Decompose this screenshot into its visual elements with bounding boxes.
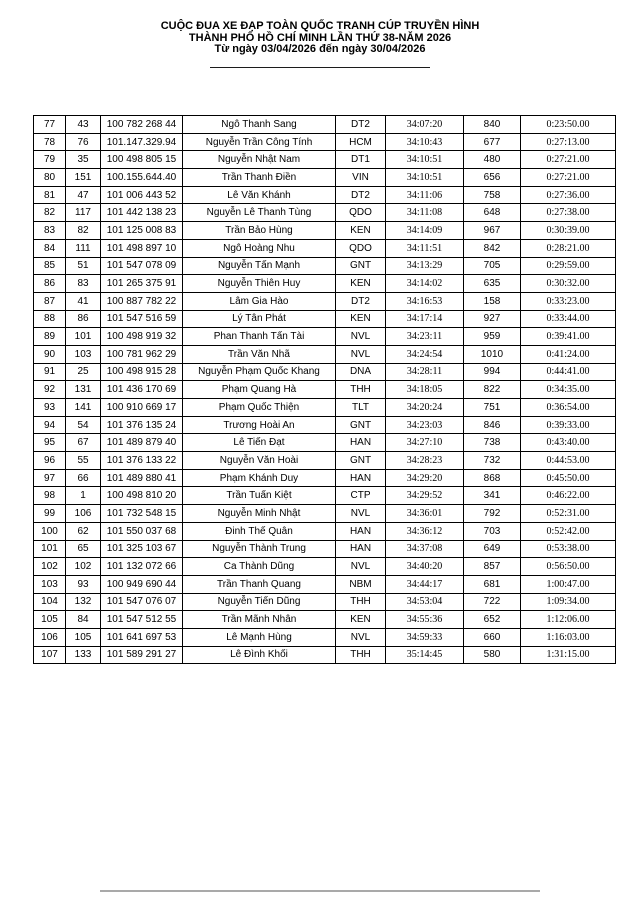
cell-gap: 0:23:50.00	[521, 116, 616, 134]
cell-points: 656	[464, 169, 521, 187]
cell-team: DT2	[336, 186, 386, 204]
cell-uci_id: 101 376 133 22	[101, 452, 183, 470]
cell-time: 34:07:20	[386, 116, 464, 134]
cell-gap: 0:33:23.00	[521, 292, 616, 310]
cell-team: THH	[336, 593, 386, 611]
table-row	[34, 646, 616, 664]
cell-bib: 105	[66, 628, 101, 646]
cell-bib: 102	[66, 558, 101, 576]
cell-time: 34:44:17	[386, 575, 464, 593]
cell-rank: 80	[34, 169, 66, 187]
cell-points: 635	[464, 275, 521, 293]
cell-bib: 67	[66, 434, 101, 452]
table-row	[34, 169, 616, 187]
cell-rank: 86	[34, 275, 66, 293]
cell-gap: 1:00:47.00	[521, 575, 616, 593]
table-row	[34, 222, 616, 240]
cell-bib: 131	[66, 381, 101, 399]
cell-rank: 96	[34, 452, 66, 470]
cell-bib: 93	[66, 575, 101, 593]
cell-time: 34:11:51	[386, 239, 464, 257]
cell-gap: 0:36:54.00	[521, 399, 616, 417]
cell-time: 34:18:05	[386, 381, 464, 399]
cell-time: 34:11:08	[386, 204, 464, 222]
cell-rank: 105	[34, 611, 66, 629]
cell-time: 34:55:36	[386, 611, 464, 629]
table-row	[34, 469, 616, 487]
cell-team: NBM	[336, 575, 386, 593]
cell-points: 967	[464, 222, 521, 240]
cell-uci_id: 101 550 037 68	[101, 522, 183, 540]
cell-time: 34:37:08	[386, 540, 464, 558]
cell-points: 842	[464, 239, 521, 257]
cell-points: 480	[464, 151, 521, 169]
cell-uci_id: 100 498 919 32	[101, 328, 183, 346]
cell-uci_id: 101 376 135 24	[101, 416, 183, 434]
cell-time: 34:10:51	[386, 151, 464, 169]
cell-uci_id: 101 732 548 15	[101, 505, 183, 523]
document-header	[0, 21, 640, 68]
cell-points: 792	[464, 505, 521, 523]
cell-time: 34:23:11	[386, 328, 464, 346]
cell-points: 822	[464, 381, 521, 399]
table-row	[34, 575, 616, 593]
table-row	[34, 593, 616, 611]
cell-bib: 65	[66, 540, 101, 558]
cell-name: Ca Thành Dũng	[183, 558, 336, 576]
cell-time: 34:13:29	[386, 257, 464, 275]
cell-uci_id: 101 547 516 59	[101, 310, 183, 328]
cell-gap: 0:53:38.00	[521, 540, 616, 558]
cell-points: 660	[464, 628, 521, 646]
cell-name: Phạm Quốc Thiện	[183, 399, 336, 417]
cell-rank: 82	[34, 204, 66, 222]
cell-uci_id: 100 910 669 17	[101, 399, 183, 417]
cell-bib: 133	[66, 646, 101, 664]
cell-name: Đinh Thế Quân	[183, 522, 336, 540]
cell-rank: 98	[34, 487, 66, 505]
cell-points: 927	[464, 310, 521, 328]
cell-team: CTP	[336, 487, 386, 505]
cell-points: 758	[464, 186, 521, 204]
cell-uci_id: 101 265 375 91	[101, 275, 183, 293]
table-row	[34, 540, 616, 558]
cell-team: KEN	[336, 275, 386, 293]
footer-rule	[100, 890, 540, 892]
cell-uci_id: 100 887 782 22	[101, 292, 183, 310]
cell-name: Nguyễn Thiên Huy	[183, 275, 336, 293]
cell-gap: 0:56:50.00	[521, 558, 616, 576]
cell-uci_id: 100 498 915 28	[101, 363, 183, 381]
cell-points: 868	[464, 469, 521, 487]
title-line-2: THÀNH PHỐ HỒ CHÍ MINH LẦN THỨ 38-NĂM 2026	[188, 31, 452, 44]
cell-bib: 101	[66, 328, 101, 346]
cell-name: Trần Mãnh Nhân	[183, 611, 336, 629]
table-row	[34, 434, 616, 452]
cell-points: 1010	[464, 345, 521, 363]
cell-team: NVL	[336, 558, 386, 576]
cell-rank: 103	[34, 575, 66, 593]
cell-bib: 43	[66, 116, 101, 134]
cell-uci_id: 101.147.329.94	[101, 133, 183, 151]
cell-time: 34:10:43	[386, 133, 464, 151]
cell-gap: 0:41:24.00	[521, 345, 616, 363]
cell-name: Phạm Khánh Duy	[183, 469, 336, 487]
cell-rank: 102	[34, 558, 66, 576]
cell-team: NVL	[336, 345, 386, 363]
cell-gap: 1:12:06.00	[521, 611, 616, 629]
cell-rank: 107	[34, 646, 66, 664]
cell-name: Nguyễn Minh Nhật	[183, 505, 336, 523]
cell-time: 34:28:11	[386, 363, 464, 381]
cell-team: KEN	[336, 222, 386, 240]
cell-name: Nguyễn Tấn Mạnh	[183, 257, 336, 275]
cell-points: 677	[464, 133, 521, 151]
cell-uci_id: 100.155.644.40	[101, 169, 183, 187]
cell-team: DNA	[336, 363, 386, 381]
cell-uci_id: 101 436 170 69	[101, 381, 183, 399]
results-table	[33, 115, 616, 664]
cell-team: HAN	[336, 434, 386, 452]
cell-uci_id: 100 782 268 44	[101, 116, 183, 134]
table-row	[34, 328, 616, 346]
cell-points: 681	[464, 575, 521, 593]
cell-bib: 41	[66, 292, 101, 310]
cell-name: Lý Tân Phát	[183, 310, 336, 328]
cell-points: 840	[464, 116, 521, 134]
cell-name: Lê Mạnh Hùng	[183, 628, 336, 646]
cell-uci_id: 101 125 008 83	[101, 222, 183, 240]
table-row	[34, 292, 616, 310]
cell-team: GNT	[336, 452, 386, 470]
cell-name: Nguyễn Phạm Quốc Khang	[183, 363, 336, 381]
cell-points: 648	[464, 204, 521, 222]
cell-rank: 85	[34, 257, 66, 275]
cell-time: 34:24:54	[386, 345, 464, 363]
cell-time: 34:36:12	[386, 522, 464, 540]
table-row	[34, 416, 616, 434]
cell-bib: 111	[66, 239, 101, 257]
cell-uci_id: 101 442 138 23	[101, 204, 183, 222]
table-row	[34, 399, 616, 417]
cell-uci_id: 101 547 076 07	[101, 593, 183, 611]
table-row	[34, 505, 616, 523]
cell-name: Nguyễn Tiến Dũng	[183, 593, 336, 611]
cell-rank: 77	[34, 116, 66, 134]
cell-bib: 151	[66, 169, 101, 187]
cell-team: VIN	[336, 169, 386, 187]
cell-name: Trương Hoài An	[183, 416, 336, 434]
cell-rank: 99	[34, 505, 66, 523]
cell-team: QDO	[336, 204, 386, 222]
cell-rank: 92	[34, 381, 66, 399]
cell-uci_id: 101 547 512 55	[101, 611, 183, 629]
cell-gap: 0:43:40.00	[521, 434, 616, 452]
cell-gap: 0:27:13.00	[521, 133, 616, 151]
cell-name: Phan Thanh Tấn Tài	[183, 328, 336, 346]
cell-points: 857	[464, 558, 521, 576]
cell-time: 34:28:23	[386, 452, 464, 470]
cell-name: Trần Thanh Quang	[183, 575, 336, 593]
cell-uci_id: 101 589 291 27	[101, 646, 183, 664]
table-row	[34, 204, 616, 222]
cell-name: Lê Tiến Đạt	[183, 434, 336, 452]
cell-rank: 94	[34, 416, 66, 434]
cell-points: 580	[464, 646, 521, 664]
cell-gap: 0:33:44.00	[521, 310, 616, 328]
cell-team: TLT	[336, 399, 386, 417]
cell-uci_id: 100 781 962 29	[101, 345, 183, 363]
table-row	[34, 310, 616, 328]
cell-uci_id: 101 498 897 10	[101, 239, 183, 257]
cell-team: HAN	[336, 522, 386, 540]
cell-bib: 141	[66, 399, 101, 417]
cell-rank: 87	[34, 292, 66, 310]
cell-gap: 0:30:32.00	[521, 275, 616, 293]
cell-uci_id: 101 132 072 66	[101, 558, 183, 576]
table-row	[34, 133, 616, 151]
cell-name: Nguyễn Trần Công Tính	[183, 133, 336, 151]
cell-name: Lâm Gia Hào	[183, 292, 336, 310]
cell-time: 34:53:04	[386, 593, 464, 611]
cell-team: GNT	[336, 257, 386, 275]
cell-time: 34:14:09	[386, 222, 464, 240]
cell-gap: 0:52:31.00	[521, 505, 616, 523]
table-row	[34, 611, 616, 629]
cell-team: NVL	[336, 628, 386, 646]
cell-bib: 84	[66, 611, 101, 629]
cell-points: 994	[464, 363, 521, 381]
table-row	[34, 151, 616, 169]
cell-name: Trần Tuấn Kiệt	[183, 487, 336, 505]
cell-team: KEN	[336, 611, 386, 629]
cell-team: NVL	[336, 505, 386, 523]
cell-bib: 55	[66, 452, 101, 470]
cell-team: NVL	[336, 328, 386, 346]
cell-uci_id: 101 006 443 52	[101, 186, 183, 204]
cell-time: 34:29:52	[386, 487, 464, 505]
cell-time: 34:29:20	[386, 469, 464, 487]
cell-team: THH	[336, 646, 386, 664]
title-line-1: CUỘC ĐUA XE ĐẠP TOÀN QUỐC TRANH CÚP TRUYỀN HÌNH	[160, 20, 480, 32]
cell-time: 34:59:33	[386, 628, 464, 646]
cell-time: 35:14:45	[386, 646, 464, 664]
cell-bib: 76	[66, 133, 101, 151]
cell-gap: 0:34:35.00	[521, 381, 616, 399]
cell-bib: 47	[66, 186, 101, 204]
cell-name: Nguyễn Lê Thanh Tùng	[183, 204, 336, 222]
cell-rank: 95	[34, 434, 66, 452]
cell-name: Nguyễn Văn Hoài	[183, 452, 336, 470]
cell-points: 738	[464, 434, 521, 452]
cell-time: 34:20:24	[386, 399, 464, 417]
cell-name: Phạm Quang Hà	[183, 381, 336, 399]
cell-time: 34:16:53	[386, 292, 464, 310]
cell-gap: 0:45:50.00	[521, 469, 616, 487]
cell-points: 732	[464, 452, 521, 470]
cell-gap: 0:52:42.00	[521, 522, 616, 540]
table-row	[34, 487, 616, 505]
cell-gap: 0:27:21.00	[521, 151, 616, 169]
cell-uci_id: 100 498 805 15	[101, 151, 183, 169]
cell-rank: 88	[34, 310, 66, 328]
cell-rank: 101	[34, 540, 66, 558]
cell-gap: 0:27:21.00	[521, 169, 616, 187]
title-line-3: Từ ngày 03/04/2026 đến ngày 30/04/2026	[214, 43, 426, 55]
cell-rank: 83	[34, 222, 66, 240]
cell-gap: 0:44:41.00	[521, 363, 616, 381]
cell-time: 34:14:02	[386, 275, 464, 293]
cell-bib: 117	[66, 204, 101, 222]
cell-time: 34:40:20	[386, 558, 464, 576]
cell-name: Lê Văn Khánh	[183, 186, 336, 204]
cell-name: Ngô Thanh Sang	[183, 116, 336, 134]
cell-time: 34:36:01	[386, 505, 464, 523]
cell-gap: 0:27:36.00	[521, 186, 616, 204]
cell-team: GNT	[336, 416, 386, 434]
cell-gap: 0:39:33.00	[521, 416, 616, 434]
cell-points: 846	[464, 416, 521, 434]
cell-points: 722	[464, 593, 521, 611]
cell-uci_id: 101 325 103 67	[101, 540, 183, 558]
cell-gap: 1:31:15.00	[521, 646, 616, 664]
cell-bib: 83	[66, 275, 101, 293]
table-row	[34, 452, 616, 470]
cell-uci_id: 100 949 690 44	[101, 575, 183, 593]
cell-points: 705	[464, 257, 521, 275]
cell-rank: 79	[34, 151, 66, 169]
cell-bib: 35	[66, 151, 101, 169]
cell-team: DT2	[336, 116, 386, 134]
cell-gap: 0:29:59.00	[521, 257, 616, 275]
cell-team: QDO	[336, 239, 386, 257]
title-underline	[210, 67, 430, 68]
table-row	[34, 522, 616, 540]
cell-team: KEN	[336, 310, 386, 328]
cell-points: 649	[464, 540, 521, 558]
cell-bib: 1	[66, 487, 101, 505]
cell-uci_id: 101 489 880 41	[101, 469, 183, 487]
table-row	[34, 186, 616, 204]
cell-rank: 84	[34, 239, 66, 257]
cell-team: HAN	[336, 469, 386, 487]
cell-rank: 97	[34, 469, 66, 487]
cell-gap: 0:30:39.00	[521, 222, 616, 240]
cell-rank: 78	[34, 133, 66, 151]
cell-time: 34:17:14	[386, 310, 464, 328]
cell-points: 158	[464, 292, 521, 310]
cell-team: DT1	[336, 151, 386, 169]
cell-gap: 1:09:34.00	[521, 593, 616, 611]
table-row	[34, 116, 616, 134]
cell-points: 703	[464, 522, 521, 540]
cell-name: Nguyễn Thành Trung	[183, 540, 336, 558]
cell-name: Trần Văn Nhã	[183, 345, 336, 363]
cell-gap: 0:44:53.00	[521, 452, 616, 470]
cell-points: 751	[464, 399, 521, 417]
cell-bib: 132	[66, 593, 101, 611]
cell-uci_id: 101 641 697 53	[101, 628, 183, 646]
table-row	[34, 345, 616, 363]
cell-gap: 1:16:03.00	[521, 628, 616, 646]
cell-rank: 91	[34, 363, 66, 381]
cell-name: Trần Thanh Điền	[183, 169, 336, 187]
table-row	[34, 239, 616, 257]
cell-team: DT2	[336, 292, 386, 310]
cell-team: HCM	[336, 133, 386, 151]
cell-bib: 54	[66, 416, 101, 434]
cell-time: 34:10:51	[386, 169, 464, 187]
cell-rank: 90	[34, 345, 66, 363]
cell-team: HAN	[336, 540, 386, 558]
cell-points: 652	[464, 611, 521, 629]
cell-rank: 89	[34, 328, 66, 346]
cell-bib: 62	[66, 522, 101, 540]
cell-time: 34:23:03	[386, 416, 464, 434]
table-row	[34, 257, 616, 275]
cell-rank: 81	[34, 186, 66, 204]
cell-points: 341	[464, 487, 521, 505]
cell-rank: 106	[34, 628, 66, 646]
cell-gap: 0:27:38.00	[521, 204, 616, 222]
cell-bib: 25	[66, 363, 101, 381]
cell-bib: 51	[66, 257, 101, 275]
cell-time: 34:11:06	[386, 186, 464, 204]
table-row	[34, 275, 616, 293]
cell-points: 959	[464, 328, 521, 346]
table-row	[34, 381, 616, 399]
cell-rank: 93	[34, 399, 66, 417]
table-row	[34, 558, 616, 576]
cell-bib: 103	[66, 345, 101, 363]
cell-bib: 86	[66, 310, 101, 328]
cell-name: Lê Đình Khối	[183, 646, 336, 664]
cell-bib: 66	[66, 469, 101, 487]
cell-gap: 0:28:21.00	[521, 239, 616, 257]
cell-team: THH	[336, 381, 386, 399]
cell-name: Ngô Hoàng Nhu	[183, 239, 336, 257]
cell-gap: 0:46:22.00	[521, 487, 616, 505]
cell-time: 34:27:10	[386, 434, 464, 452]
cell-bib: 106	[66, 505, 101, 523]
cell-bib: 82	[66, 222, 101, 240]
cell-name: Nguyễn Nhật Nam	[183, 151, 336, 169]
cell-gap: 0:39:41.00	[521, 328, 616, 346]
cell-name: Trần Bảo Hùng	[183, 222, 336, 240]
results-table-body	[34, 116, 616, 664]
table-row	[34, 363, 616, 381]
cell-uci_id: 101 547 078 09	[101, 257, 183, 275]
cell-uci_id: 101 489 879 40	[101, 434, 183, 452]
table-row	[34, 628, 616, 646]
cell-uci_id: 100 498 810 20	[101, 487, 183, 505]
cell-rank: 100	[34, 522, 66, 540]
cell-rank: 104	[34, 593, 66, 611]
